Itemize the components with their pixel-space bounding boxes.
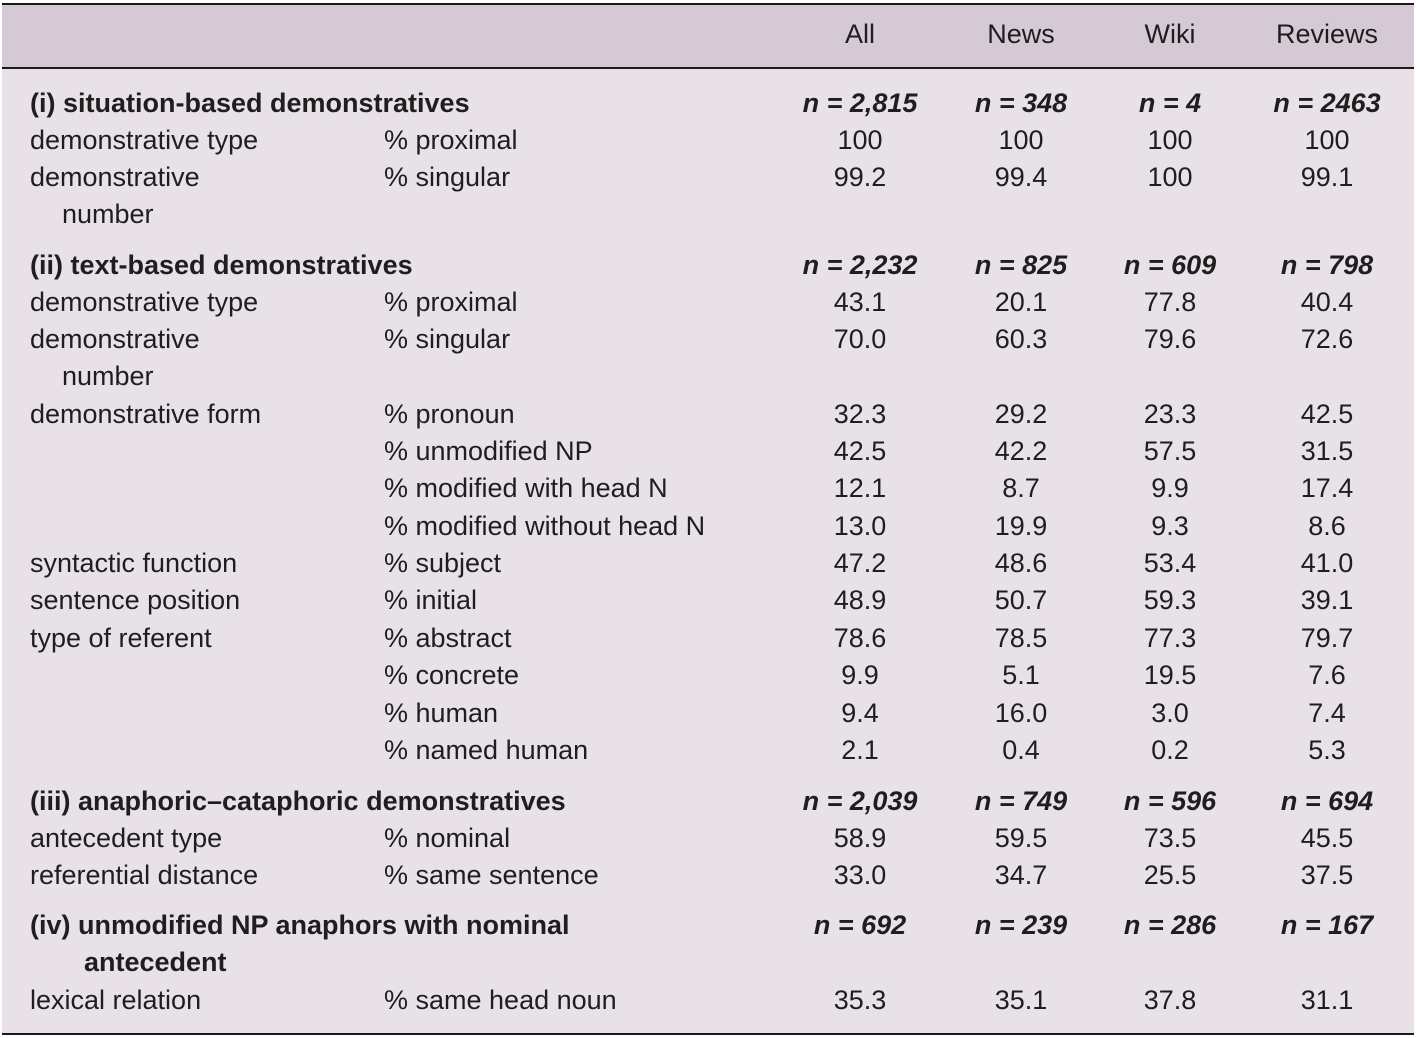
value-all: 58.9 bbox=[833, 823, 887, 853]
measure-label: % abstract bbox=[384, 623, 512, 653]
value-reviews: 72.6 bbox=[1300, 324, 1354, 354]
value-wiki: 100 bbox=[1147, 162, 1193, 192]
value-news: 29.2 bbox=[994, 399, 1048, 429]
table-row bbox=[2, 284, 1414, 321]
measure-label: % modified without head N bbox=[384, 511, 706, 541]
table-row-continuation bbox=[2, 196, 1414, 233]
section-header-unmodified-np bbox=[2, 907, 1414, 944]
table-row bbox=[2, 508, 1414, 545]
value-news: 16.0 bbox=[994, 698, 1048, 728]
table-row bbox=[2, 122, 1414, 159]
value-reviews: 99.1 bbox=[1300, 162, 1354, 192]
measure-label: % same head noun bbox=[384, 985, 617, 1015]
table-row bbox=[2, 396, 1414, 433]
value-news: 48.6 bbox=[994, 548, 1048, 578]
value-wiki: 23.3 bbox=[1143, 399, 1197, 429]
value-all: 35.3 bbox=[833, 985, 887, 1015]
n-reviews: n = 694 bbox=[1280, 786, 1374, 816]
section-title-continuation-row bbox=[2, 944, 1414, 981]
n-news: n = 749 bbox=[974, 786, 1068, 816]
measure-label: % singular bbox=[384, 324, 511, 354]
section-title: (i) situation-based demonstratives bbox=[30, 88, 470, 118]
value-reviews: 45.5 bbox=[1300, 823, 1354, 853]
value-wiki: 19.5 bbox=[1143, 660, 1197, 690]
value-news: 60.3 bbox=[994, 324, 1048, 354]
value-wiki: 57.5 bbox=[1143, 436, 1197, 466]
n-all: n = 692 bbox=[813, 910, 907, 940]
n-wiki: n = 286 bbox=[1123, 910, 1217, 940]
measure-label: % singular bbox=[384, 162, 511, 192]
value-news: 19.9 bbox=[994, 511, 1048, 541]
feature-label: sentence position bbox=[30, 585, 241, 615]
table-row bbox=[2, 857, 1414, 894]
table-row bbox=[2, 820, 1414, 857]
table-row bbox=[2, 620, 1414, 657]
value-reviews: 31.1 bbox=[1300, 985, 1354, 1015]
section-header-situation bbox=[2, 85, 1414, 122]
measure-label: % named human bbox=[384, 735, 589, 765]
measure-label: % concrete bbox=[384, 660, 520, 690]
value-all: 47.2 bbox=[833, 548, 887, 578]
feature-label: demonstrative type bbox=[30, 287, 259, 317]
measure-label: % pronoun bbox=[384, 399, 515, 429]
feature-label: syntactic function bbox=[30, 548, 238, 578]
value-news: 59.5 bbox=[994, 823, 1048, 853]
value-reviews: 8.6 bbox=[1308, 511, 1346, 541]
value-all: 2.1 bbox=[841, 735, 879, 765]
section-header-text-based bbox=[2, 247, 1414, 284]
value-wiki: 37.8 bbox=[1143, 985, 1197, 1015]
table-row bbox=[2, 657, 1414, 694]
n-wiki: n = 609 bbox=[1123, 250, 1217, 280]
value-news: 5.1 bbox=[1002, 660, 1040, 690]
value-reviews: 7.4 bbox=[1308, 698, 1346, 728]
value-news: 34.7 bbox=[994, 860, 1048, 890]
value-all: 42.5 bbox=[833, 436, 887, 466]
feature-label: demonstrative type bbox=[30, 125, 259, 155]
n-all: n = 2,232 bbox=[802, 250, 918, 280]
value-wiki: 79.6 bbox=[1143, 324, 1197, 354]
feature-label: antecedent type bbox=[30, 823, 223, 853]
n-all: n = 2,815 bbox=[802, 88, 918, 118]
value-reviews: 37.5 bbox=[1300, 860, 1354, 890]
section-title: (ii) text-based demonstratives bbox=[30, 250, 413, 280]
value-all: 33.0 bbox=[833, 860, 887, 890]
value-wiki: 73.5 bbox=[1143, 823, 1197, 853]
value-wiki: 100 bbox=[1147, 125, 1193, 155]
table-header bbox=[2, 5, 1414, 69]
value-wiki: 59.3 bbox=[1143, 585, 1197, 615]
value-news: 35.1 bbox=[994, 985, 1048, 1015]
n-reviews: n = 2463 bbox=[1273, 88, 1381, 118]
value-all: 78.6 bbox=[833, 623, 887, 653]
header-wiki: Wiki bbox=[1144, 19, 1196, 49]
section-title-continuation: antecedent bbox=[84, 947, 227, 977]
value-all: 100 bbox=[837, 125, 883, 155]
n-all: n = 2,039 bbox=[802, 786, 918, 816]
value-reviews: 17.4 bbox=[1300, 473, 1354, 503]
value-reviews: 100 bbox=[1304, 125, 1350, 155]
value-news: 8.7 bbox=[1002, 473, 1040, 503]
section-title: (iii) anaphoric–cataphoric demonstratives bbox=[30, 786, 566, 816]
header-news: News bbox=[987, 19, 1055, 49]
value-news: 78.5 bbox=[994, 623, 1048, 653]
value-reviews: 7.6 bbox=[1308, 660, 1346, 690]
value-news: 0.4 bbox=[1002, 735, 1040, 765]
value-news: 20.1 bbox=[994, 287, 1048, 317]
table-row bbox=[2, 159, 1414, 196]
value-reviews: 31.5 bbox=[1300, 436, 1354, 466]
table-row bbox=[2, 470, 1414, 507]
n-reviews: n = 167 bbox=[1280, 910, 1374, 940]
value-wiki: 53.4 bbox=[1143, 548, 1197, 578]
data-table bbox=[2, 3, 1414, 1035]
table-row bbox=[2, 582, 1414, 619]
value-news: 50.7 bbox=[994, 585, 1048, 615]
measure-label: % proximal bbox=[384, 287, 518, 317]
measure-label: % human bbox=[384, 698, 499, 728]
feature-label-continuation: number bbox=[62, 199, 154, 229]
feature-label: demonstrative bbox=[30, 162, 200, 192]
measure-label: % same sentence bbox=[384, 860, 599, 890]
value-news: 100 bbox=[998, 125, 1044, 155]
measure-label: % unmodified NP bbox=[384, 436, 593, 466]
feature-label: demonstrative form bbox=[30, 399, 262, 429]
measure-label: % subject bbox=[384, 548, 502, 578]
header-all: All bbox=[844, 19, 875, 49]
header-reviews: Reviews bbox=[1275, 19, 1379, 49]
feature-label: referential distance bbox=[30, 860, 259, 890]
value-wiki: 3.0 bbox=[1151, 698, 1189, 728]
measure-label: % proximal bbox=[384, 125, 518, 155]
value-all: 43.1 bbox=[833, 287, 887, 317]
value-all: 70.0 bbox=[833, 324, 887, 354]
measure-label: % nominal bbox=[384, 823, 511, 853]
table-row bbox=[2, 695, 1414, 732]
feature-label-continuation: number bbox=[62, 361, 154, 391]
feature-label: type of referent bbox=[30, 623, 212, 653]
measure-label: % modified with head N bbox=[384, 473, 668, 503]
table-row bbox=[2, 982, 1414, 1019]
n-news: n = 825 bbox=[974, 250, 1068, 280]
value-reviews: 41.0 bbox=[1300, 548, 1354, 578]
value-news: 99.4 bbox=[994, 162, 1048, 192]
value-wiki: 0.2 bbox=[1151, 735, 1189, 765]
section-header-anaphoric bbox=[2, 783, 1414, 820]
value-reviews: 39.1 bbox=[1300, 585, 1354, 615]
value-reviews: 42.5 bbox=[1300, 399, 1354, 429]
feature-label: demonstrative bbox=[30, 324, 200, 354]
value-reviews: 5.3 bbox=[1308, 735, 1346, 765]
value-all: 32.3 bbox=[833, 399, 887, 429]
value-reviews: 40.4 bbox=[1300, 287, 1354, 317]
value-wiki: 9.9 bbox=[1151, 473, 1189, 503]
value-all: 9.9 bbox=[841, 660, 879, 690]
section-title: (iv) unmodified NP anaphors with nominal bbox=[30, 910, 570, 940]
value-all: 48.9 bbox=[833, 585, 887, 615]
value-wiki: 9.3 bbox=[1151, 511, 1189, 541]
feature-label: lexical relation bbox=[30, 985, 202, 1015]
value-wiki: 77.3 bbox=[1143, 623, 1197, 653]
table-row-continuation bbox=[2, 358, 1414, 395]
table-row bbox=[2, 732, 1414, 769]
value-reviews: 79.7 bbox=[1300, 623, 1354, 653]
n-news: n = 239 bbox=[974, 910, 1068, 940]
value-wiki: 77.8 bbox=[1143, 287, 1197, 317]
measure-label: % initial bbox=[384, 585, 478, 615]
n-news: n = 348 bbox=[974, 88, 1068, 118]
n-reviews: n = 798 bbox=[1280, 250, 1374, 280]
value-all: 12.1 bbox=[833, 473, 887, 503]
table-row bbox=[2, 321, 1414, 358]
value-all: 99.2 bbox=[833, 162, 887, 192]
table-row bbox=[2, 433, 1414, 470]
n-wiki: n = 4 bbox=[1138, 88, 1202, 118]
value-all: 9.4 bbox=[841, 698, 879, 728]
value-wiki: 25.5 bbox=[1143, 860, 1197, 890]
value-news: 42.2 bbox=[994, 436, 1048, 466]
n-wiki: n = 596 bbox=[1123, 786, 1217, 816]
table-row bbox=[2, 545, 1414, 582]
value-all: 13.0 bbox=[833, 511, 887, 541]
